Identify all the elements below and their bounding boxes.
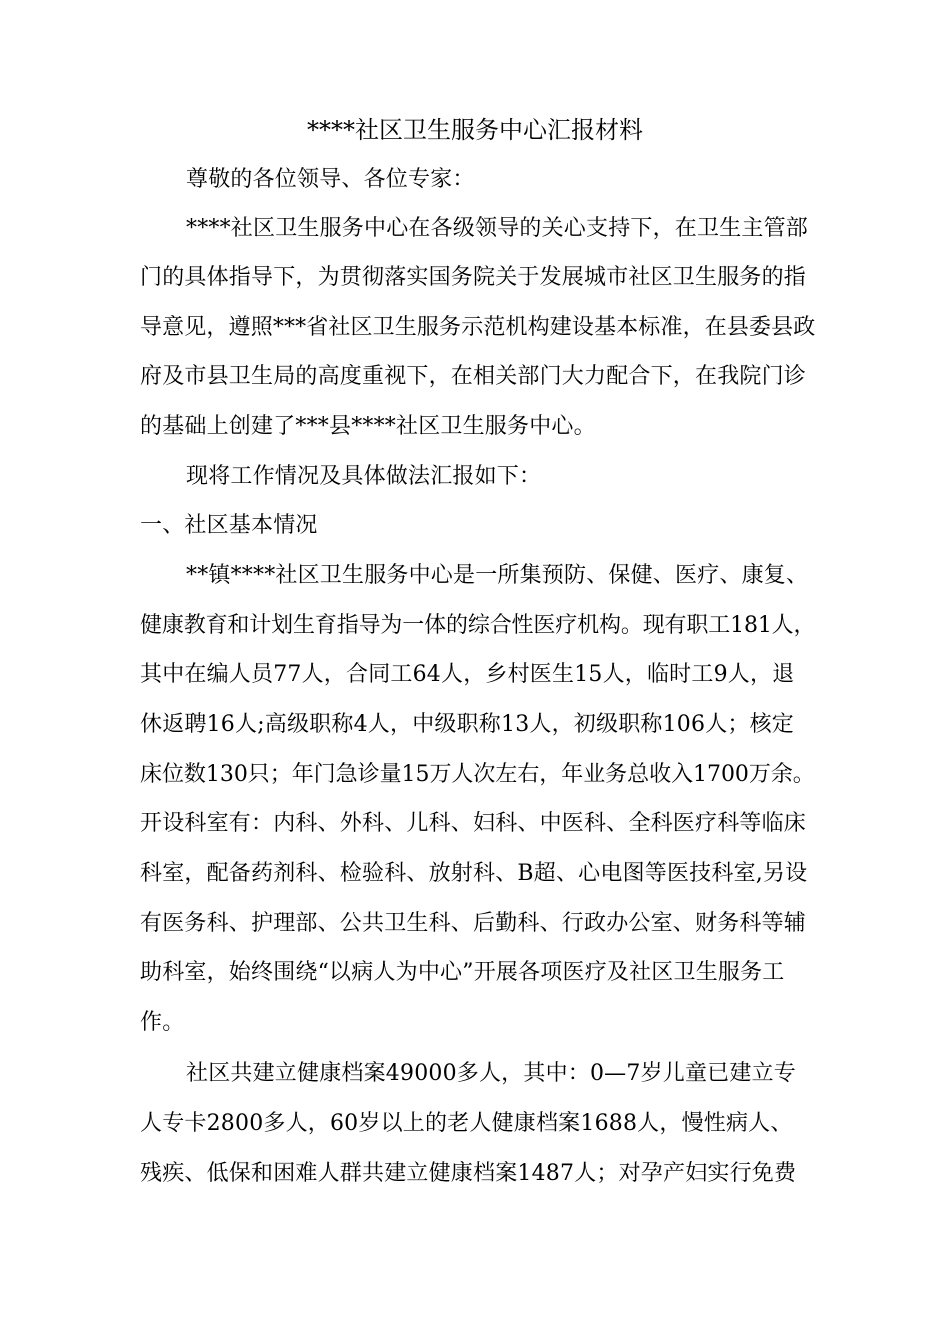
paragraph-3-line-1: **镇****社区卫生服务中心是一所集预防、保健、医疗、康复、 — [186, 563, 809, 588]
paragraph-3-line-9: 助科室，始终围绕“以病人为中心”开展各项医疗及社区卫生服务工 — [140, 960, 785, 985]
paragraph-3-line-8: 有医务科、护理部、公共卫生科、后勤科、行政办公室、财务科等辅 — [140, 911, 807, 936]
document-title: ****社区卫生服务中心汇报材料 — [307, 116, 643, 144]
paragraph-2-line-1: 现将工作情况及具体做法汇报如下： — [186, 464, 542, 489]
paragraph-3-line-2: 健康教育和计划生育指导为一体的综合性医疗机构。现有职工181人， — [140, 613, 816, 638]
paragraph-3-line-5: 床位数130只；年门急诊量15万人次左右，年业务总收入1700万余。 — [140, 762, 815, 787]
paragraph-3-line-6: 开设科室有：内科、外科、儿科、妇科、中医科、全科医疗科等临床 — [140, 811, 807, 836]
paragraph-1-line-1: ****社区卫生服务中心在各级领导的关心支持下，在卫生主管部 — [186, 216, 809, 241]
paragraph-3-line-4: 休返聘16人;高级职称4人，中级职称13人，初级职称106人；核定 — [140, 712, 794, 737]
paragraph-4-line-1: 社区共建立健康档案49000多人，其中：0—7岁儿童已建立专 — [186, 1061, 796, 1086]
salutation: 尊敬的各位领导、各位专家： — [186, 167, 475, 192]
paragraph-3-line-3: 其中在编人员77人，合同工64人，乡村医生15人，临时工9人，退 — [140, 662, 795, 687]
section-heading-1: 一、社区基本情况 — [140, 513, 318, 538]
paragraph-1-line-3: 导意见，遵照***省社区卫生服务示范机构建设基本标准，在县委县政 — [140, 315, 816, 340]
paragraph-1-line-2: 门的具体指导下，为贯彻落实国务院关于发展城市社区卫生服务的指 — [140, 265, 807, 290]
paragraph-4-line-2: 人专卡2800多人，60岁以上的老人健康档案1688人，慢性病人、 — [140, 1111, 793, 1136]
paragraph-4-line-3: 残疾、低保和困难人群共建立健康档案1487人；对孕产妇实行免费 — [140, 1161, 797, 1186]
paragraph-3-line-7: 科室，配备药剂科、检验科、放射科、B超、心电图等医技科室,另设 — [140, 861, 808, 886]
paragraph-1-line-5: 的基础上创建了***县****社区卫生服务中心。 — [140, 414, 596, 439]
paragraph-3-line-10: 作。 — [140, 1010, 185, 1035]
paragraph-1-line-4: 府及市县卫生局的高度重视下，在相关部门大力配合下，在我院门诊 — [140, 364, 807, 389]
